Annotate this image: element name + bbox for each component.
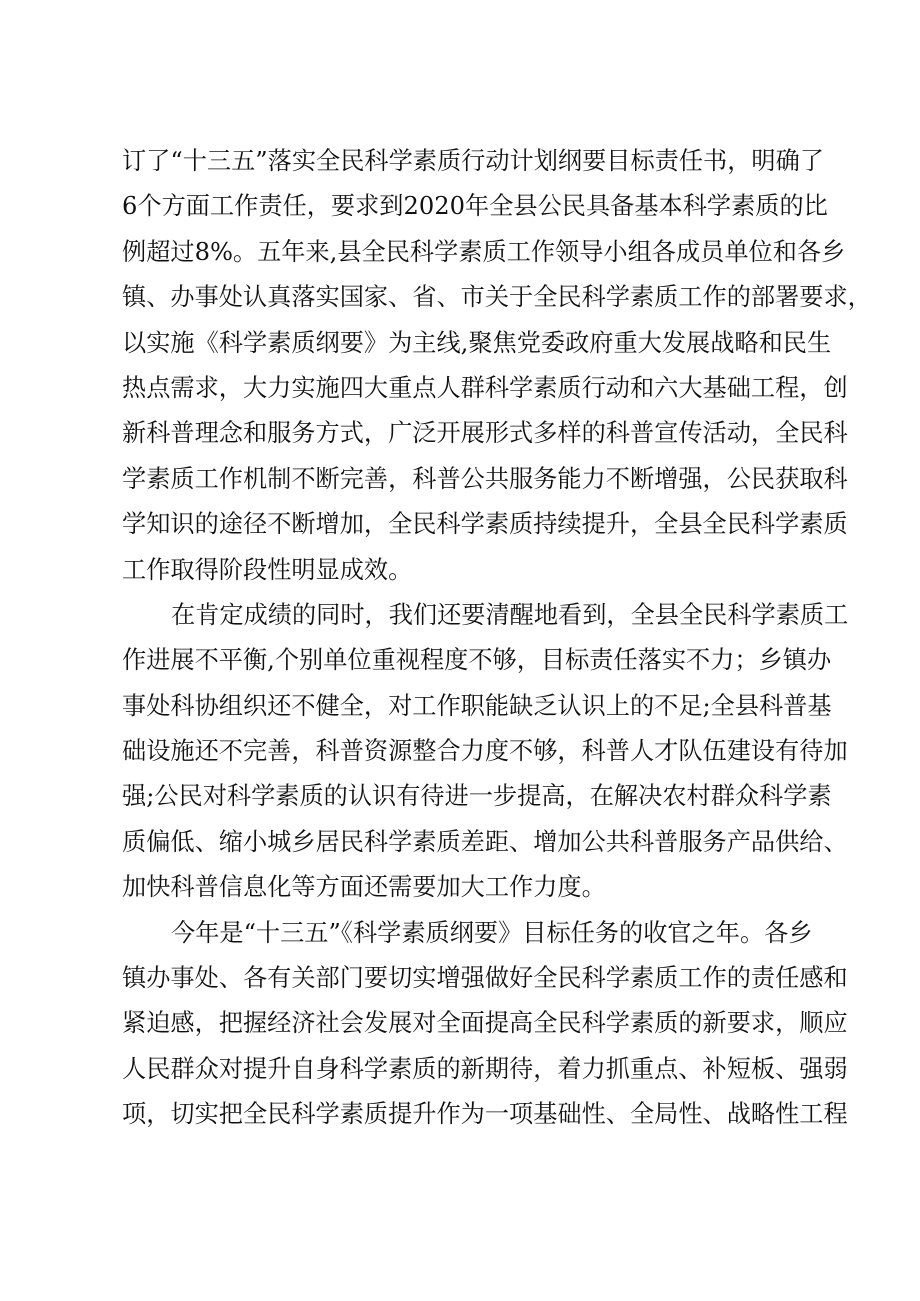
- text-line: 以实施《科学素质纲要》为主线,聚焦党委政府重大发展战略和民生: [122, 328, 832, 357]
- document-body: [122, 139, 872, 1138]
- text-line: 订了“十三五”落实全民科学素质行动计划纲要目标责任书，明确了: [122, 147, 824, 175]
- text-line: 镇办事处、各有关部门要切实增强做好全民科学素质工作的责任感和: [122, 964, 848, 993]
- text-line: 镇、办事处认真落实国家、省、市关于全民科学素质工作的部署要求，: [122, 283, 872, 312]
- text-line: 工作取得阶段性明显成效。: [122, 555, 413, 584]
- text-line: 学素质工作机制不断完善，科普公共服务能力不断增强，公民获取科: [122, 464, 848, 493]
- text-line: 项，切实把全民科学素质提升作为一项基础性、全局性、战略性工程: [122, 1100, 848, 1129]
- paragraph-2: [122, 593, 849, 911]
- text-line: 在肯定成绩的同时，我们还要清醒地看到，全县全民科学素质工: [171, 600, 849, 629]
- text-line: 6个方面工作责任，要求到2020年全县公民具备基本科学素质的比: [122, 192, 828, 221]
- text-line: 热点需求，大力实施四大重点人群科学素质行动和六大基础工程，创: [122, 373, 848, 402]
- text-line: 学知识的途径不断增加，全民科学素质持续提升，全县全民科学素质: [122, 510, 848, 539]
- text-line: 作进展不平衡,个别单位重视程度不够，目标责任落实不力；乡镇办: [122, 646, 832, 675]
- paragraph-1: [122, 139, 872, 593]
- text-line: 例超过8%。五年来,县全民科学素质工作领导小组各成员单位和各乡: [122, 237, 846, 266]
- text-line: 质偏低、缩小城乡居民科学素质差距、增加公共科普服务产品供给、: [122, 827, 848, 856]
- text-line: 础设施还不完善，科普资源整合力度不够，科普人才队伍建设有待加: [122, 737, 848, 766]
- text-line: 新科普理念和服务方式，广泛开展形式多样的科普宣传活动，全民科: [122, 419, 848, 448]
- text-line: 人民群众对提升自身科学素质的新期待，着力抓重点、补短板、强弱: [122, 1054, 848, 1083]
- text-line: 事处科协组织还不健全，对工作职能缺乏认识上的不足;全县科普基: [122, 691, 832, 720]
- text-line: 加快科普信息化等方面还需要加大工作力度。: [122, 873, 606, 902]
- paragraph-3: [122, 911, 848, 1138]
- text-line: 紧迫感，把握经济社会发展对全面提高全民科学素质的新要求，顺应: [122, 1009, 848, 1038]
- text-line: 今年是“十三五”《科学素质纲要》目标任务的收官之年。各乡: [171, 918, 813, 947]
- text-line: 强;公民对科学素质的认识有待进一步提高，在解决农村群众科学素: [122, 782, 832, 811]
